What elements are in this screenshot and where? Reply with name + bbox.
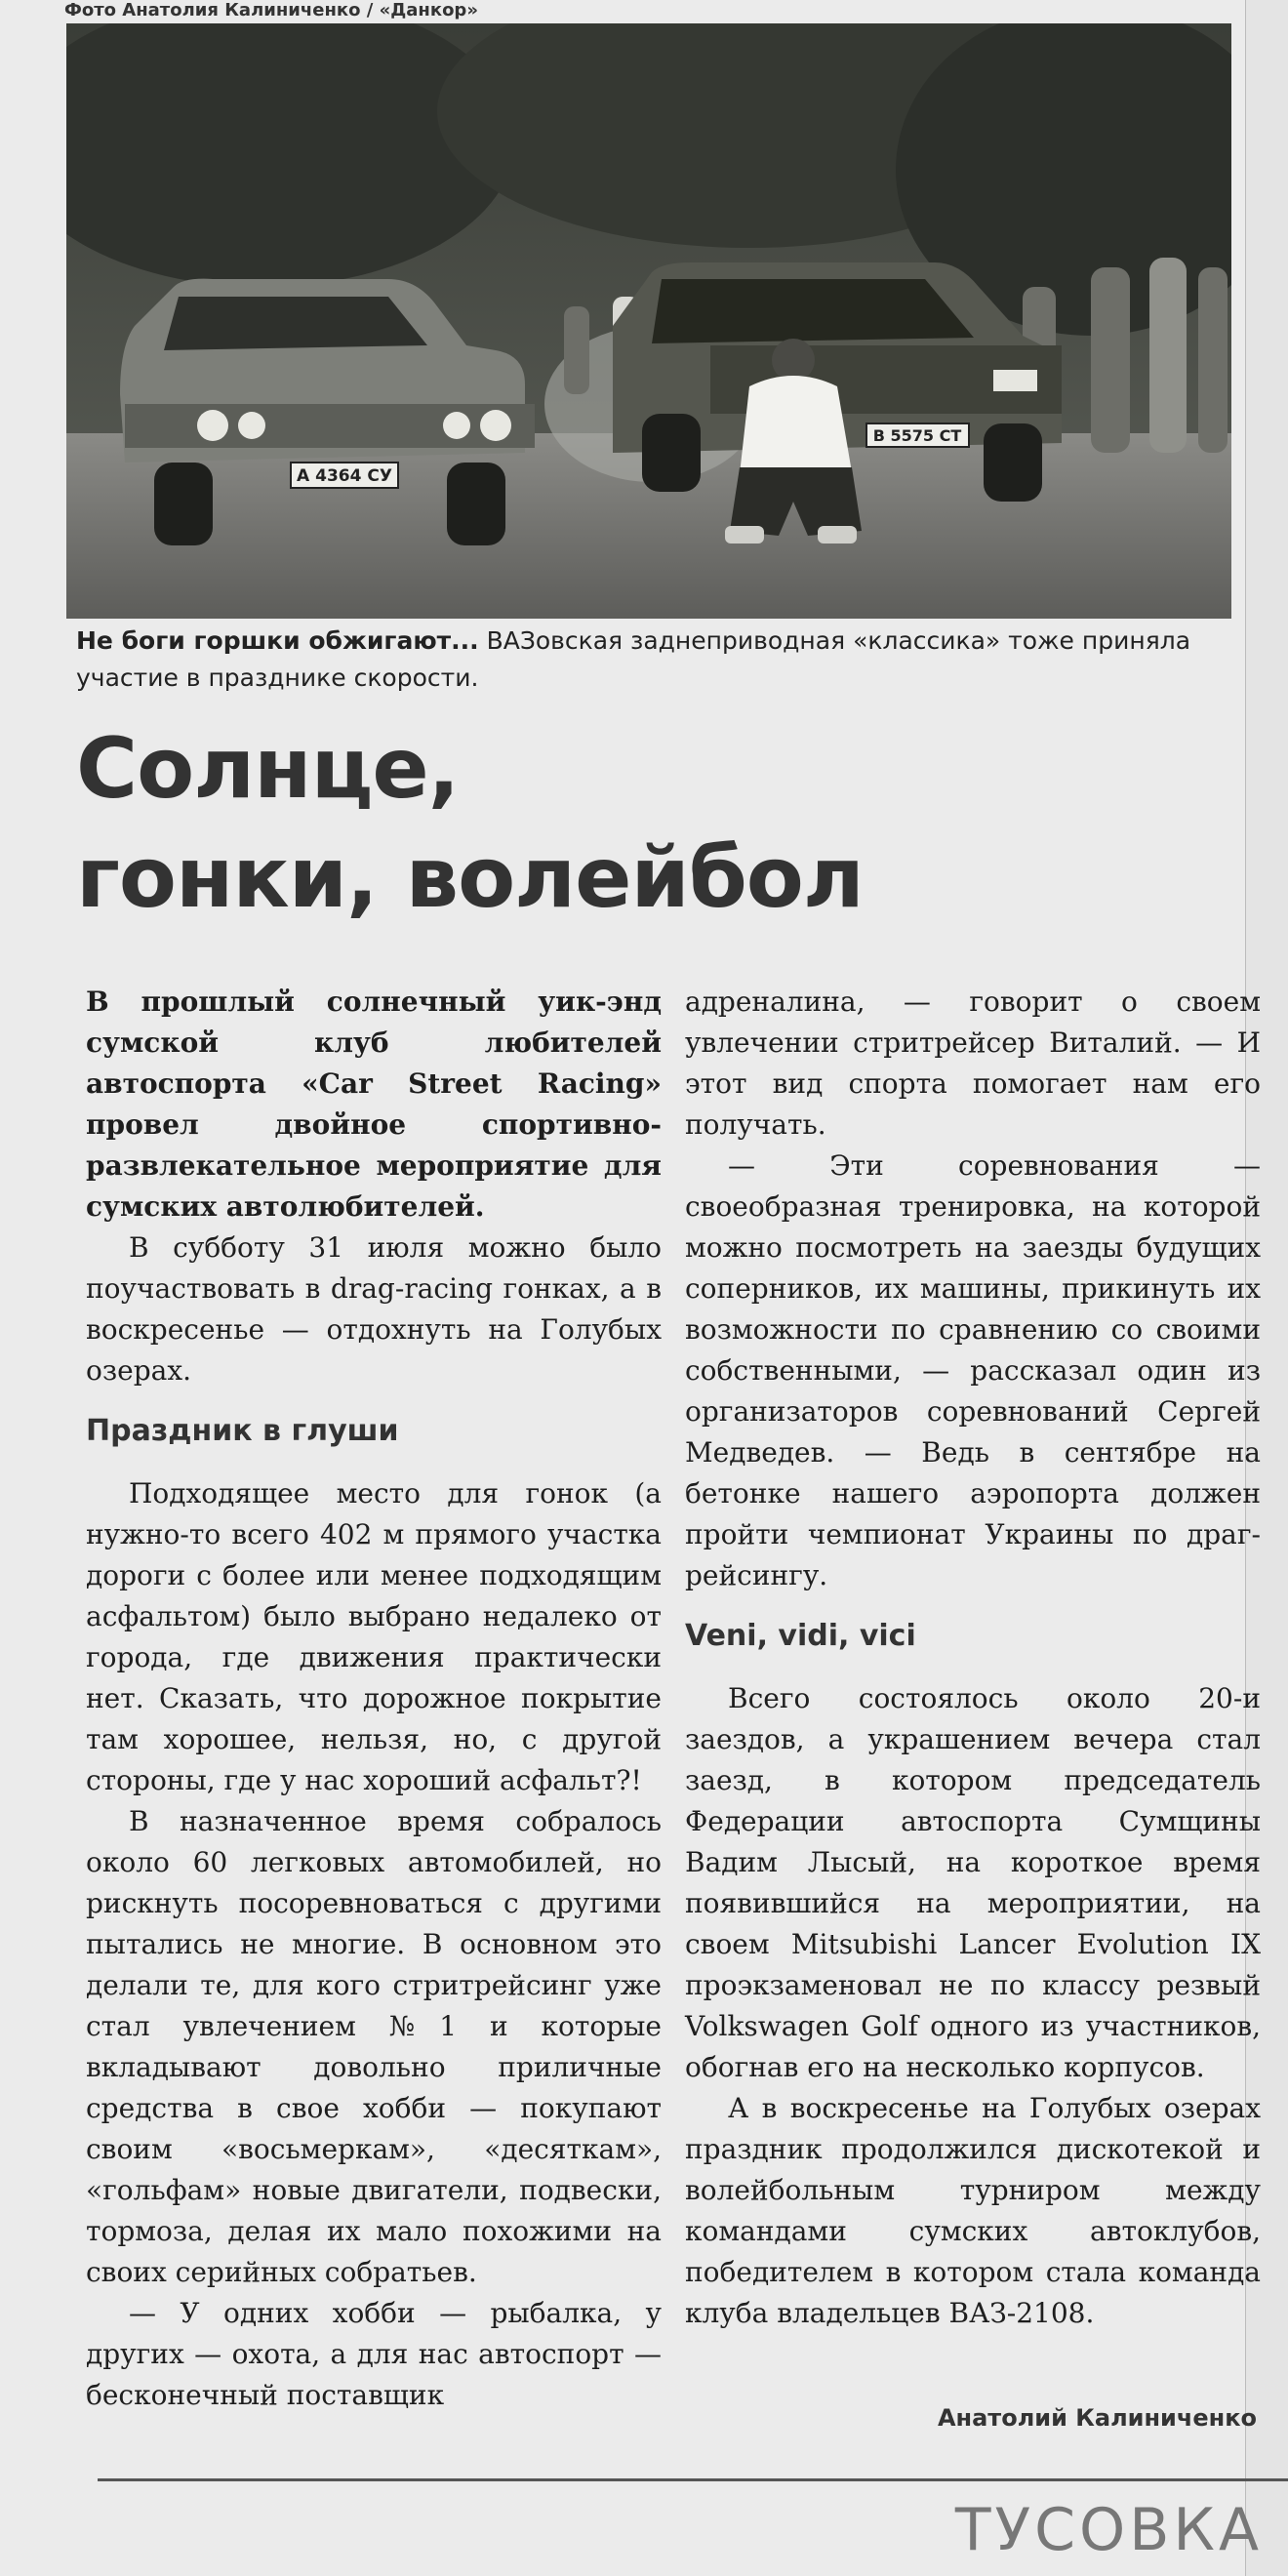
article-photo (66, 23, 1231, 619)
bottom-rule (98, 2478, 1288, 2481)
article-lead: В прошлый солнечный уик-энд сумской клуб любителей автоспорта «Car Street Racing» провел двойное спортивно-развлекательное мероприятие для сумских автолюбителей. (86, 986, 662, 1223)
caption-text: ВАЗовская заднеприводная «классика» тоже приняла участие в празднике скорости. (76, 626, 1191, 692)
headline-line-1: Солнце, (76, 720, 460, 818)
paragraph: В назначенное время собралось около 60 легковых автомобилей, но рискнуть посоревноваться с другими пытались не многие. В основном это делали те, для кого стритрейсинг уже стал увлечением №1 и которые вкладывают довольно приличные средства в свое хобби — покупают своим «восьмеркам», «десяткам», «гольфам» новые двигатели, подвески, тормоза, делая их мало похожими на своих серийных собратьев. (86, 1805, 662, 2288)
plate-left: А 4364 СУ (297, 466, 392, 486)
author-byline: Анатолий Калиниченко (937, 2404, 1257, 2432)
paragraph: Всего состоялось около 20-и заездов, а украшением вечера стал заезд, в котором председатель Федерации автоспорта Сумщины Вадим Лысый, на короткое время появившийся на мероприятии, на своем Mitsubishi Lancer Evolution IX проэкзаменовал не по классу резвый Volkswagen Golf одного из участников, обогнав его на несколько корпусов. (685, 1682, 1261, 2083)
right-column (685, 982, 1261, 2334)
headline-line-2: гонки, волейбол (76, 829, 864, 927)
paragraph: — У одних хобби — рыбалка, у других — охота, а для нас автоспорт — бесконечный поставщик (86, 2297, 662, 2411)
paragraph: В субботу 31 июля можно было поучаствовать в drag-racing гонках, а в воскресенье — отдохнуть на Голубых озерах. (86, 1231, 662, 1387)
section-label: ТУСОВКА (954, 2496, 1263, 2564)
caption-lead: Не боги горшки обжигают... (76, 626, 479, 655)
left-column (86, 982, 662, 2416)
photo-caption (76, 623, 1208, 697)
photo-illustration (66, 23, 1231, 619)
paragraph: Подходящее место для гонок (а нужно-то всего 402 м прямого участка дороги с более или менее подходящим асфальтом) было выбрано недалеко от города, где движения практически нет. Сказать, что дорожное покрытие там хорошее, нельзя, но, с другой стороны, где у нас хороший асфальт?! (86, 1477, 662, 1796)
subheading: Праздник в глуши (86, 1414, 399, 1448)
article-headline (76, 714, 864, 933)
paragraph: А в воскресенье на Голубых озерах праздник продолжился дискотекой и волейбольным турниром между командами сумских автоклубов, победителем в котором стала команда клуба владельцев ВАЗ-2108. (685, 2092, 1261, 2329)
paragraph: адреналина, — говорит о своем увлечении стритрейсер Виталий. — И этот вид спорта помогает нам его получать. (685, 986, 1261, 1141)
plate-right: В 5575 СТ (872, 426, 962, 445)
subheading: Veni, vidi, vici (685, 1619, 916, 1653)
photo-credit: Фото Анатолия Калиниченко / «Данкор» (64, 0, 478, 20)
paragraph: — Эти соревнования — своеобразная тренировка, на которой можно посмотреть на заезды будущих соперников, их машины, прикинуть их возможности по сравнению со своими собственными, — рассказал один из организаторов соревнований Сергей Медведев. — Ведь в сентябре на бетонке нашего аэропорта должен пройти чемпионат Украины по драг-рейсингу. (685, 1149, 1261, 1591)
